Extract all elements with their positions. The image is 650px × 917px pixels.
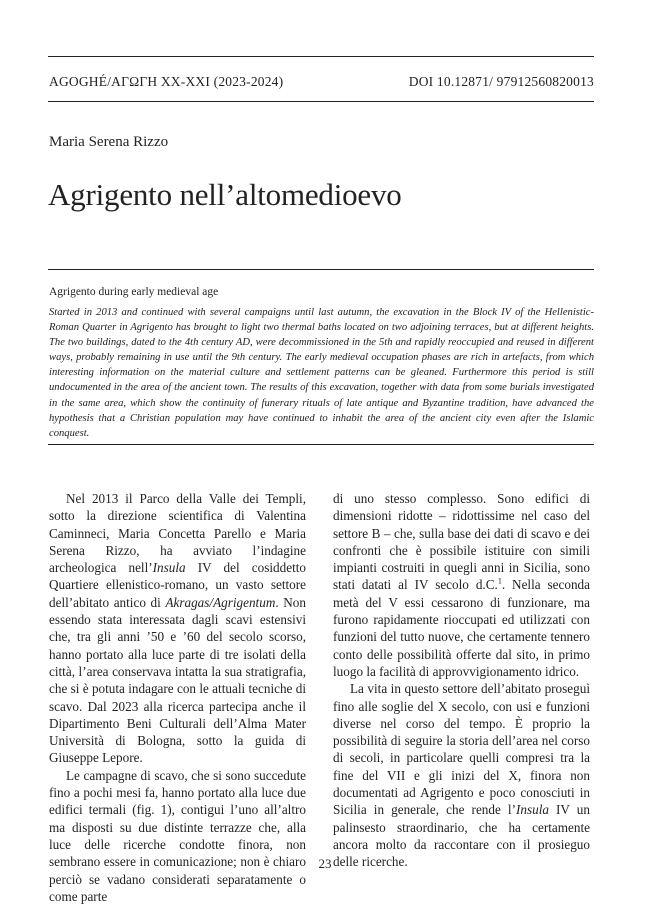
abstract-text: Started in 2013 and continued with several campaigns until last autumn, the excavation in the Block IV of the Hellenistic-Roman Quarter in Agrigento has brought to light two thermal baths located on two adjoining terraces, but at different heights. The two buildings, dated to the 4th century AD, were decommissioned in the 5th and rapidly reoccupied and reused in different ways, probably remaining in use until the 9th century. The early medieval occupation phases are rich in artefacts, from which interesting information on the material culture and settlement patterns can be gleaned. Furthermore this period is still undocumented in the area of the ancient town. The results of this excavation, together with data from some burials investigated in the same area, which show the continuity of funerary rituals of late antique and Byzantine tradition, have advanced the hypothesis that a Christian population may have continued to inhabit the area of the ancient city even after the Islamic conquest.	[49, 307, 594, 439]
abstract-bottom-rule	[48, 444, 594, 445]
doi-header: DOI 10.12871/ 97912560820013	[408, 74, 594, 89]
body-column-right	[333, 490, 590, 871]
article-title: Agrigento nell’altomedioevo	[48, 177, 402, 212]
abstract-title: Agrigento during early medieval age	[49, 286, 219, 298]
author-name: Maria Serena Rizzo	[49, 134, 169, 150]
footnote-reference[interactable]: 1	[497, 577, 502, 587]
page-number: 23	[318, 856, 332, 871]
header-rule	[48, 101, 594, 102]
body-paragraph: La vita in questo settore dell’abitato proseguì fino alle soglie del X secolo, con usi e funzioni diverse nel corso del tempo. È proprio la possibilità di seguire la storia dell’area nel corso di secoli, in particolare quelli compresi tra la fine del VII e gli inizi del X, finora non documentati ad Agrigento e poco conosciuti in Sicilia in generale, che rende l’Insula IV un palinsesto straordinario, che ha certamente ancora molto da raccontare con il prosieguo delle ricerche.	[333, 681, 590, 870]
journal-header: AGOGHÉ/ΑΓΩΓΗ XX-XXI (2023-2024)	[49, 74, 284, 89]
body-column-left	[49, 490, 306, 905]
top-rule	[48, 56, 594, 57]
abstract-top-rule	[48, 269, 594, 270]
body-paragraph: Le campagne di scavo, che si sono succedute fino a pochi mesi fa, hanno portato alla luce due edifici termali (fig. 1), contigui l’uno all’altro ma disposti su due distinte terrazze che, alla luce delle ricerche condotte finora, non sembrano essere in comunicazione; non è chiaro perciò se vadano considerati separatamente o come parte	[49, 767, 306, 904]
body-paragraph: di uno stesso complesso. Sono edifici di dimensioni ridotte – ridottissime nel caso del settore B – che, sulla base dei dati di scavo e dei confronti che è possibile istituire con simili impianti costruiti in quegli anni in Sicilia, sono stati datati al IV secolo d.C.$^1$. Nella seconda metà del V essi cessarono di funzionare, ma furono rapidamente rioccupati ed utilizzati con funzioni del tutto nuove, che certamente tennero conto delle possibilità offerte dal sito, in primo luogo la facilità di approvvigionamento idrico.	[333, 491, 591, 679]
body-paragraph: Nel 2013 il Parco della Valle dei Templi, sotto la direzione scientifica di Valentina Caminneci, Maria Concetta Parello e Maria Serena Rizzo, ha avviato l’indagine archeologica nell’Insula IV del cosiddetto Quartiere ellenistico-romano, un vasto settore dell’abitato antico di Akragas/Agrigentum. Non essendo stata interessata dagli scavi estensivi che, tra gli anni ’50 e ’60 del secolo scorso, hanno portato alla luce parte di tre isolati della città, l’area conservava intatta la sua stratigrafia, che si è potuta indagare con le attuali tecniche di scavo. Dal 2023 alla ricerca partecipa anche il Dipartimento Beni Culturali dell’Alma Mater Università di Bologna, sotto la guida di Giuseppe Lepore.	[49, 491, 306, 766]
